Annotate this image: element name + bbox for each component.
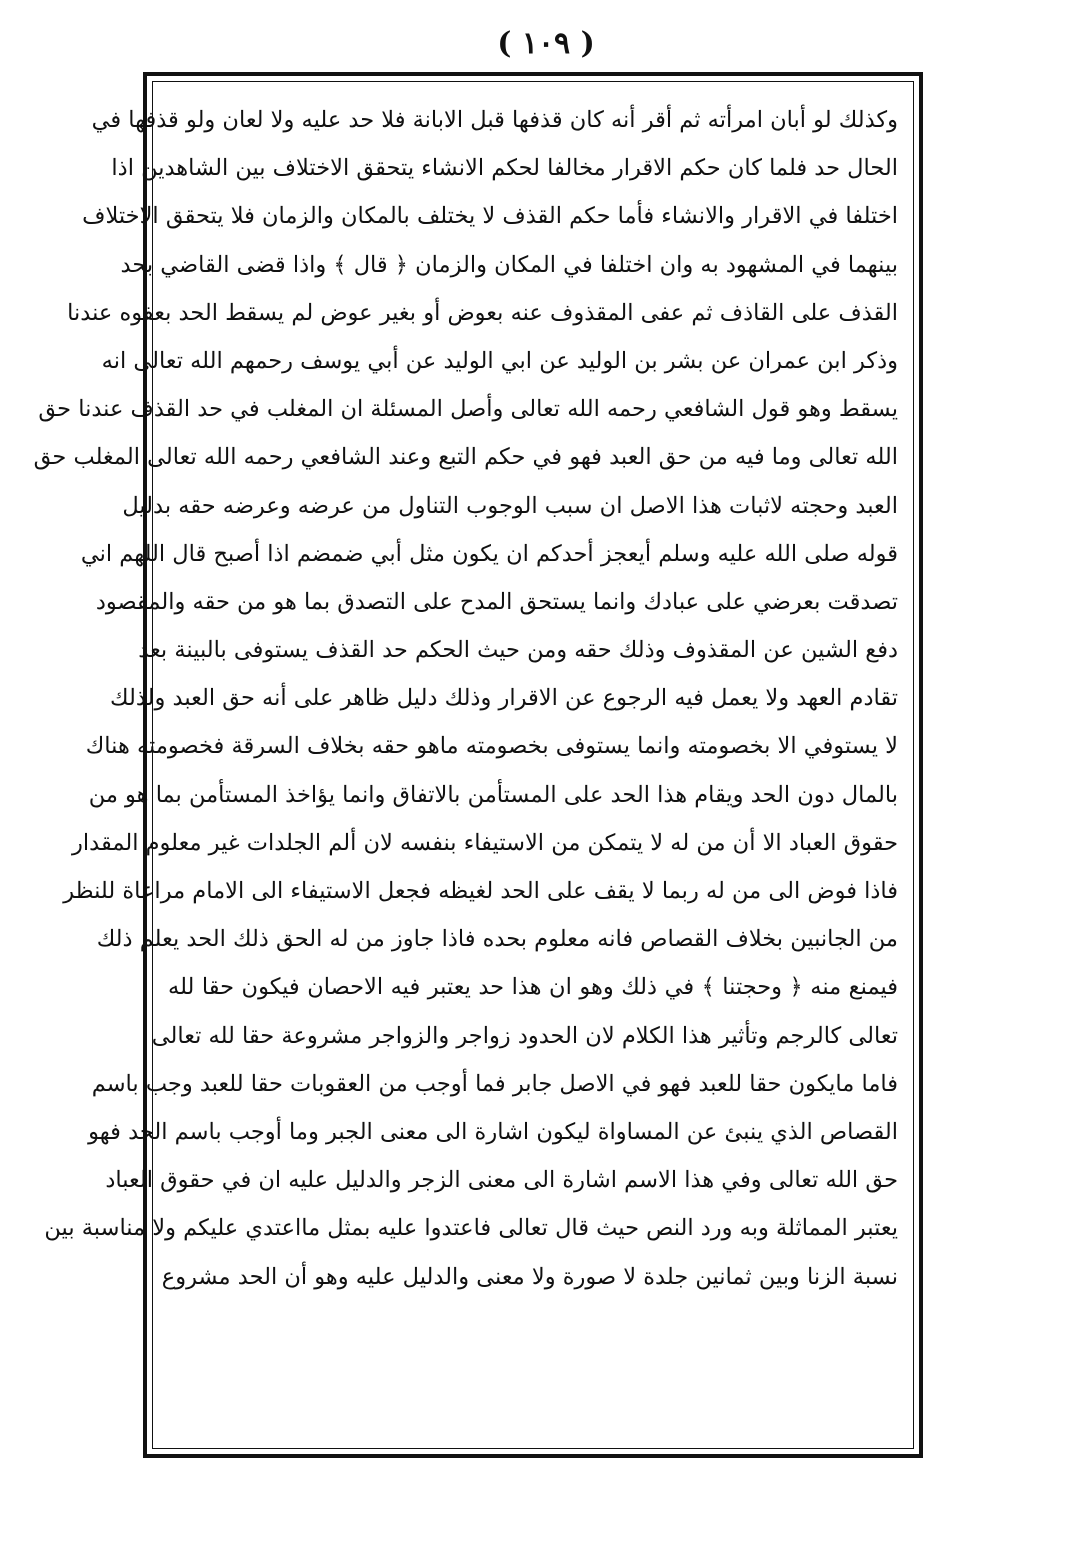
text-line: من الجانبين بخلاف القصاص فانه معلوم بحده فاذا جاوز من له الحق ذلك الحد يعلم ذلك (96, 926, 898, 953)
text-line: اختلفا في الاقرار والانشاء فأما حكم القذف لا يختلف بالمكان والزمان فلا يتحقق الاختلاف (82, 203, 898, 230)
text-body (33, 96, 898, 1301)
text-line: بينهما في المشهود به وان اختلفا في المكان والزمان ﴿ قال ﴾ واذا قضى القاضي بحد (120, 251, 898, 278)
text-line: يعتبر المماثلة وبه ورد النص حيث قال تعالى فاعتدوا عليه بمثل مااعتدي عليكم ولا مناسبة بين (44, 1215, 898, 1242)
text-line: حق الله تعالى وفي هذا الاسم اشارة الى معنى الزجر والدليل عليه ان في حقوق العباد (105, 1167, 898, 1194)
text-line: دفع الشين عن المقذوف وذلك حقه ومن حيث الحكم حد القذف يستوفى بالبينة بعد (138, 637, 898, 664)
text-line: بالمال دون الحد ويقام هذا الحد على المستأمن بالاتفاق وانما يؤاخذ المستأمن بما هو من (88, 781, 898, 808)
text-line: القصاص الذي ينبئ عن المساواة ليكون اشارة الى معنى الجبر وما أوجب باسم الحد فهو (88, 1118, 898, 1145)
page-number: ( ١٠٩ ) (497, 26, 595, 61)
text-line: فيمنع منه ﴿ وحجتنا ﴾ في ذلك وهو ان هذا حد يعتبر فيه الاحصان فيكون حقا لله (168, 974, 898, 1001)
text-line: تصدقت بعرضي على عبادك وانما يستحق المدح على التصدق بما هو من حقه والمقصود (95, 588, 898, 615)
text-line: تقادم العهد ولا يعمل فيه الرجوع عن الاقرار وذلك دليل ظاهر على أنه حق العبد ولذلك (110, 685, 898, 712)
text-line: وكذلك لو أبان امرأته ثم أقر أنه كان قذفها قبل الابانة فلا حد عليه ولا لعان ولو قذفها في (91, 107, 898, 133)
text-line: قوله صلى الله عليه وسلم أيعجز أحدكم ان يكون مثل أبي ضمضم اذا أصبح قال اللهم اني (80, 540, 898, 567)
text-line: تعالى كالرجم وتأثير هذا الكلام لان الحدود زواجر والزواجر مشروعة حقا لله تعالى (151, 1022, 898, 1049)
text-line: فاذا فوض الى من له ربما لا يقف على الحد لغيظه فجعل الاستيفاء الى الامام مراعاة للنظر (63, 878, 898, 904)
text-line: نسبة الزنا وبين ثمانين جلدة لا صورة ولا معنى والدليل عليه وهو أن الحد مشروع (161, 1263, 898, 1290)
text-line: الحال حد فلما كان حكم الاقرار مخالفا لحكم الانشاء يتحقق الاختلاف بين الشاهدين اذا (111, 155, 898, 182)
text-line: وذكر ابن عمران عن بشر بن الوليد عن ابي الوليد عن أبي يوسف رحمهم الله تعالى انه (101, 347, 898, 374)
text-line: حقوق العباد الا أن من له لا يتمكن من الاستيفاء بنفسه لان ألم الجلدات غير معلوم المقدار (72, 829, 898, 856)
text-line: يسقط وهو قول الشافعي رحمه الله تعالى وأصل المسئلة ان المغلب في حد القذف عندنا حق (38, 396, 898, 423)
text-line: فاما مايكون حقا للعبد فهو في الاصل جابر فما أوجب من العقوبات حقا للعبد وجب باسم (91, 1070, 898, 1097)
text-line: لا يستوفي الا بخصومته وانما يستوفى بخصومته ماهو حقه بخلاف السرقة فخصومته هناك (85, 733, 898, 760)
text-line: القذف على القاذف ثم عفى المقذوف عنه بعوض أو بغير عوض لم يسقط الحد بعفوه عندنا (67, 299, 898, 326)
text-line: الله تعالى وما فيه من حق العبد فهو في حكم التبع وعند الشافعي رحمه الله تعالى المغلب حق (33, 444, 898, 471)
text-line: العبد وحجته لاثبات هذا الاصل ان سبب الوجوب التناول من عرضه وعرضه حقه بدليل (122, 492, 898, 519)
